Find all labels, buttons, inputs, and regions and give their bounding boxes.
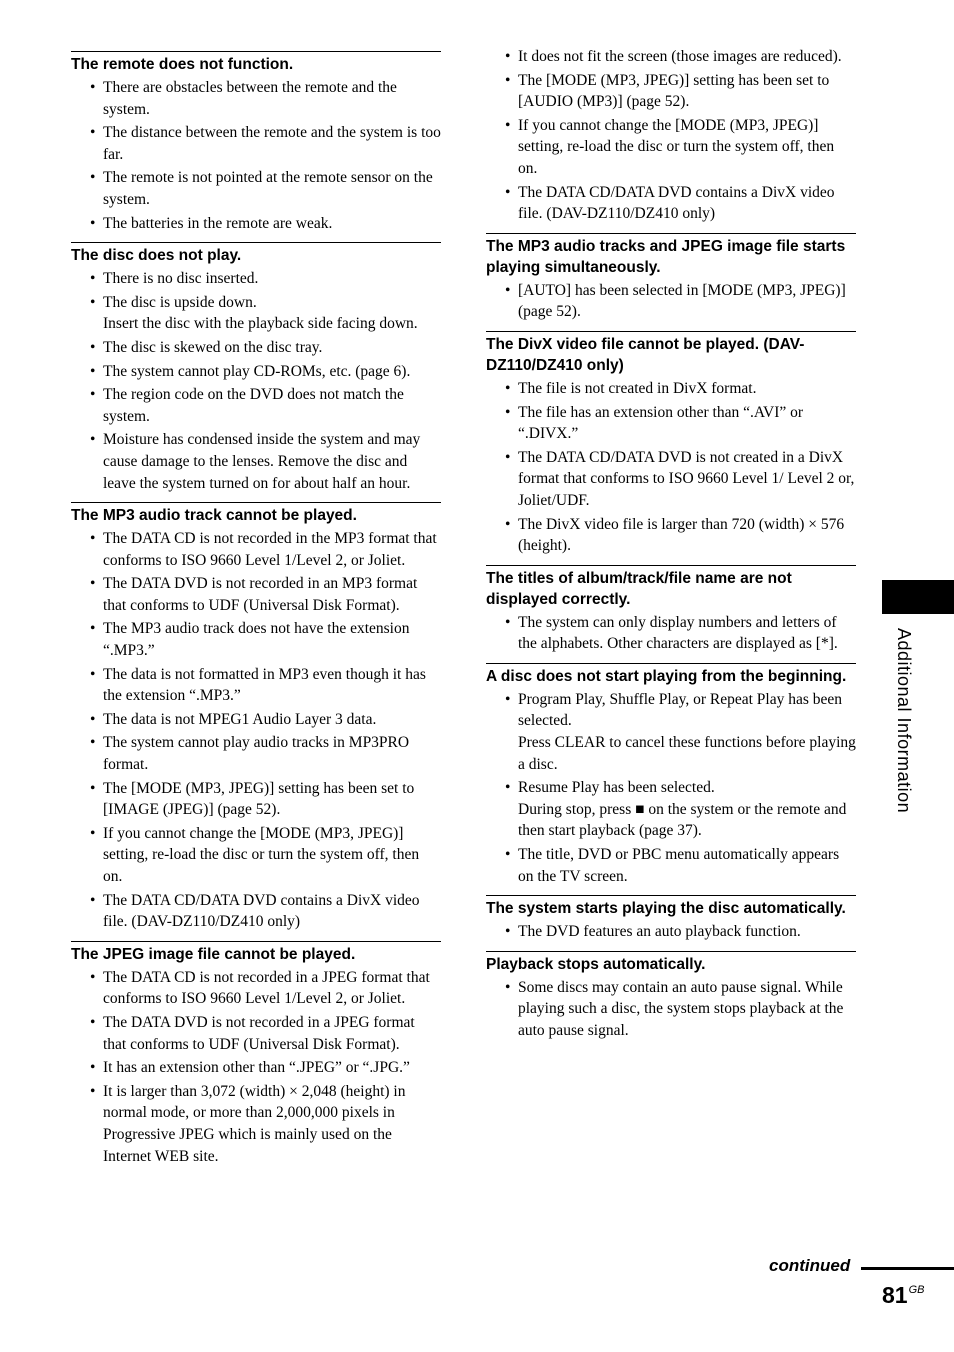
bullet-icon: • [90,779,96,797]
list-item [486,402,856,445]
bullet-icon: • [505,515,511,533]
troubleshooting-section [486,565,856,655]
bullet-icon: • [90,575,96,593]
list-item [71,1081,441,1167]
bullet-icon: • [505,116,511,134]
troubleshooting-section [71,502,441,933]
section-heading: The remote does not function. [71,56,294,73]
item-subtext: Insert the disc with the playback side facing down. [103,315,418,333]
item-text: The DATA DVD is not recorded in an MP3 format that conforms to UDF (Universal Disk Format). [103,575,418,614]
bullet-list [486,378,856,557]
item-text: The DATA CD is not recorded in a JPEG format that conforms to ISO 9660 Level 1/Level 2, or Joliet. [103,968,430,1008]
bullet-icon: • [505,183,511,201]
bullet-icon: • [505,448,511,466]
item-text: The DVD features an auto playback function. [518,923,801,941]
item-text: The title, DVD or PBC menu automatically appears on the TV screen. [518,846,840,885]
item-text: The MP3 audio track does not have the extension “.MP3.” [103,620,410,660]
sidebar-label: Additional Information [894,628,914,814]
list-item [486,844,856,887]
section-heading: The DivX video file cannot be played. (DAV-DZ110/DZ410 only) [486,335,805,374]
bullet-icon: • [505,978,511,996]
item-text: The DivX video file is larger than 720 (width) × 576 (height). [518,515,845,555]
bullet-icon: • [505,923,511,941]
item-text: It does not fit the screen (those images are reduced). [518,48,842,65]
troubleshooting-section [71,51,441,234]
bullet-list [71,967,441,1167]
item-text: The [MODE (MP3, JPEG)] setting has been set to [AUDIO (MP3)] (page 52). [518,71,830,111]
list-item [71,292,441,335]
troubleshooting-section [486,663,856,887]
list-item [486,46,856,68]
item-text: The region code on the DVD does not match the system. [103,386,404,425]
item-text: The DATA CD/DATA DVD is not created in a DivX format that conforms to ISO 9660 Level 1/ Level 2 or, Joliet/UDF. [518,448,855,509]
list-item [71,384,441,427]
troubleshooting-section [71,242,441,494]
bullet-list [71,77,441,234]
list-item [71,1012,441,1055]
page-suffix: GB [908,1284,925,1296]
list-item [486,447,856,512]
item-subtext: Press CLEAR to cancel these functions before playing a disc. [518,734,856,773]
continued-rule [861,1267,954,1270]
troubleshooting-section [486,951,856,1042]
bullet-icon: • [90,79,96,96]
item-text: If you cannot change the [MODE (MP3, JPEG)] setting, re-load the disc or turn the system off, then on. [103,824,420,885]
item-text: It is larger than 3,072 (width) × 2,048 (height) in normal mode, or more than 2,000,000 pixels in Progressive JPEG which is mainly used on the Internet WEB site. [103,1082,406,1165]
item-text: The DATA CD/DATA DVD contains a DivX video file. (DAV-DZ110/DZ410 only) [103,891,420,931]
bullet-icon: • [505,48,511,65]
bullet-list [486,689,856,887]
list-item [486,612,856,655]
section-heading: The MP3 audio tracks and JPEG image file starts playing simultaneously. [486,237,846,276]
item-text: The file has an extension other than “.AVI” or “.DIVX.” [518,403,804,443]
item-subtext: During stop, press ■ on the system or the remote and then start playback (page 37). [518,800,847,840]
bullet-icon: • [90,1082,96,1100]
bullet-icon: • [90,293,96,311]
list-item [71,122,441,165]
item-text: The disc is skewed on the disc tray. [103,338,323,356]
bullet-list [486,921,856,943]
item-text: The system cannot play CD-ROMs, etc. (page 6). [103,362,411,380]
section-heading: The titles of album/track/file name are not displayed correctly. [486,569,792,608]
bullet-icon: • [90,824,96,842]
item-text: The remote is not pointed at the remote sensor on the system. [103,169,433,208]
list-item [486,280,856,323]
bullet-icon: • [90,362,96,380]
bullet-icon: • [505,779,511,797]
section-heading: The system starts playing the disc automatically. [486,900,846,918]
item-text: The data is not formatted in MP3 even though it has the extension “.MP3.” [103,665,426,705]
item-text: The DATA CD is not recorded in the MP3 format that conforms to ISO 9660 Level 1/Level 2, or Joliet. [103,530,437,569]
section-heading: The MP3 audio track cannot be played. [71,507,357,525]
list-item [486,921,856,943]
bullet-icon: • [90,169,96,187]
list-item [71,732,441,775]
troubleshooting-section [71,941,441,1167]
page-number-value: 81 [882,1282,908,1308]
section-heading: A disc does not start playing from the beginning. [486,667,847,685]
list-item [71,890,441,933]
bullet-list [486,280,856,323]
list-item [71,664,441,707]
bullet-icon: • [90,386,96,404]
item-text: The data is not MPEG1 Audio Layer 3 data. [103,710,377,728]
troubleshooting-section [486,233,856,323]
bullet-icon: • [90,968,96,986]
list-item [71,167,441,210]
list-item [486,514,856,557]
list-item [71,77,441,120]
list-item [486,182,856,225]
section-heading: The disc does not play. [71,247,242,265]
bullet-icon: • [505,613,511,631]
bullet-icon: • [90,431,96,449]
item-text: Resume Play has been selected. [518,779,715,797]
list-item [71,361,441,383]
item-text: [AUTO] has been selected in [MODE (MP3, JPEG)] (page 52). [518,281,846,321]
list-item [71,967,441,1010]
item-text: The file is not created in DivX format. [518,379,757,397]
bullet-icon: • [90,891,96,909]
item-text: The system can only display numbers and letters of the alphabets. Other characters are displayed as [*]. [518,613,838,653]
list-item [486,977,856,1042]
bullet-icon: • [90,710,96,728]
bullet-icon: • [505,379,511,397]
item-text: The batteries in the remote are weak. [103,214,333,232]
bullet-icon: • [90,734,96,752]
list-item [486,70,856,113]
item-text: The [MODE (MP3, JPEG)] setting has been set to [IMAGE (JPEG)] (page 52). [103,779,415,819]
list-item [486,777,856,842]
bullet-icon: • [90,1013,96,1031]
troubleshooting-section [486,331,856,557]
bullet-icon: • [90,214,96,232]
list-item [486,689,856,775]
bullet-icon: • [90,1059,96,1077]
bullet-icon: • [505,690,511,708]
list-item [71,1057,441,1079]
continued-label: continued [769,1256,851,1275]
item-text: The distance between the remote and the system is too far. [103,124,441,163]
item-text: It has an extension other than “.JPEG” or “.JPG.” [103,1059,410,1077]
item-text: Some discs may contain an auto pause signal. While playing such a disc, the system stops playback at the auto pause signal. [518,978,844,1039]
section-heading: The JPEG image file cannot be played. [71,945,356,963]
bullet-list [71,268,441,494]
bullet-list [71,528,441,933]
list-item [486,115,856,180]
list-item [71,213,441,235]
item-text: Program Play, Shuffle Play, or Repeat Play has been selected. [518,690,843,730]
list-item [486,378,856,400]
bullet-list [486,612,856,655]
item-text: The disc is upside down. [103,293,257,311]
item-text: The DATA CD/DATA DVD contains a DivX video file. (DAV-DZ110/DZ410 only) [518,183,835,223]
left-column [71,51,441,1175]
bullet-list [486,977,856,1042]
list-item [71,778,441,821]
list-item [71,823,441,888]
section-heading: Playback stops automatically. [486,955,706,973]
bullet-icon: • [505,281,511,299]
page-number [882,1282,925,1309]
item-text: The DATA DVD is not recorded in a JPEG format that conforms to UDF (Universal Disk Format). [103,1013,415,1053]
bullet-icon: • [505,846,511,864]
bullet-icon: • [90,665,96,683]
bullet-icon: • [90,530,96,548]
list-item [71,268,441,290]
bullet-icon: • [505,71,511,89]
item-text: If you cannot change the [MODE (MP3, JPEG)] setting, re-load the disc or turn the system off, then on. [518,116,835,177]
item-text: There is no disc inserted. [103,270,259,288]
list-item [71,573,441,616]
item-text: Moisture has condensed inside the system and may cause damage to the lenses. Remove the disc and leave the system turned on for about half an hour. [103,431,421,492]
troubleshooting-section [486,895,856,943]
bullet-icon: • [90,620,96,638]
troubleshooting-section [486,46,856,225]
item-text: There are obstacles between the remote and the system. [103,79,397,118]
list-item [71,528,441,571]
bullet-icon: • [90,338,96,356]
list-item [71,337,441,359]
bullet-icon: • [90,124,96,142]
list-item [71,709,441,731]
list-item [71,429,441,494]
bullet-list [486,46,856,225]
bullet-icon: • [505,403,511,421]
list-item [71,618,441,661]
right-column [486,46,856,1050]
item-text: The system cannot play audio tracks in MP3PRO format. [103,734,410,774]
sidebar-tab [882,580,954,614]
bullet-icon: • [90,270,96,288]
